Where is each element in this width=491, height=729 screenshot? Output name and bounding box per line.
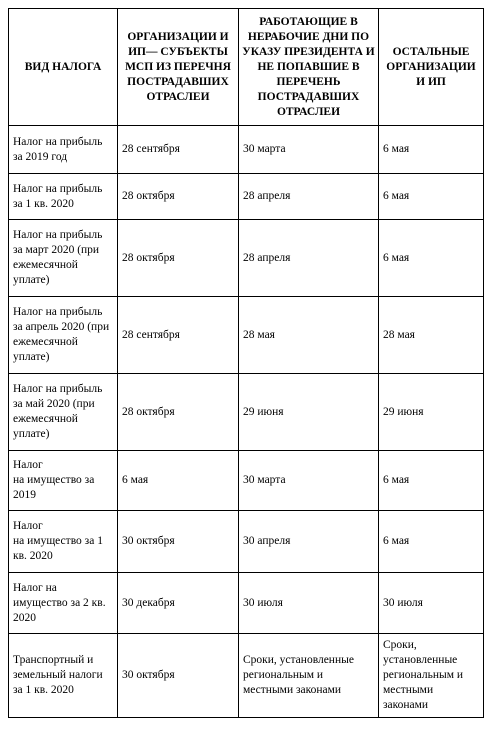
working-date-cell: Сроки, установленные региональным и местными законами xyxy=(239,634,379,718)
working-date-cell: 30 марта xyxy=(239,451,379,511)
working-date-cell: 30 апреля xyxy=(239,511,379,573)
table-row xyxy=(9,126,484,174)
msp-date-cell: 6 мая xyxy=(118,451,239,511)
tax-type-cell: Налог на прибыль за май 2020 (при ежемесячной уплате) xyxy=(9,374,118,451)
other-date-cell: 28 мая xyxy=(379,297,484,374)
msp-date-cell: 28 сентября xyxy=(118,297,239,374)
msp-date-cell: 30 октября xyxy=(118,511,239,573)
tax-type-cell: Налог на прибыль за март 2020 (при ежемесячной уплате) xyxy=(9,220,118,297)
msp-date-cell: 28 октября xyxy=(118,220,239,297)
tax-type-cell: Налог на имущество за 2019 xyxy=(9,451,118,511)
tax-type-cell: Налог на прибыль за апрель 2020 (при ежемесячной уплате) xyxy=(9,297,118,374)
table-row xyxy=(9,573,484,634)
working-date-cell: 30 июля xyxy=(239,573,379,634)
table-row xyxy=(9,220,484,297)
msp-date-cell: 30 октября xyxy=(118,634,239,718)
table-row xyxy=(9,174,484,220)
msp-date-cell: 28 октября xyxy=(118,174,239,220)
header-row xyxy=(9,9,484,126)
other-date-cell: 6 мая xyxy=(379,451,484,511)
tax-type-cell: Налог на имущество за 2 кв. 2020 xyxy=(9,573,118,634)
msp-date-cell: 28 октября xyxy=(118,374,239,451)
tax-type-cell: Налог на имущество за 1 кв. 2020 xyxy=(9,511,118,573)
table-row xyxy=(9,374,484,451)
header-tax-type: ВИД НАЛОГА xyxy=(9,9,118,126)
working-date-cell: 28 мая xyxy=(239,297,379,374)
tax-type-cell: Налог на прибыль за 1 кв. 2020 xyxy=(9,174,118,220)
header-working-non-affected: РАБОТАЮЩИЕ В НЕРАБОЧИЕ ДНИ ПО УКАЗУ ПРЕЗИДЕНТА И НЕ ПОПАВШИЕ В ПЕРЕЧЕНЬ ПОСТРАДАВШИХ ОТРАСЛЕИ xyxy=(239,9,379,126)
table-row xyxy=(9,511,484,573)
table-row xyxy=(9,634,484,718)
working-date-cell: 28 апреля xyxy=(239,174,379,220)
working-date-cell: 30 марта xyxy=(239,126,379,174)
other-date-cell: 6 мая xyxy=(379,126,484,174)
other-date-cell: 30 июля xyxy=(379,573,484,634)
tax-type-cell: Транспортный и земельный налоги за 1 кв. 2020 xyxy=(9,634,118,718)
tax-deadlines-table xyxy=(8,8,484,718)
other-date-cell: 6 мая xyxy=(379,511,484,573)
other-date-cell: 29 июня xyxy=(379,374,484,451)
header-other-organizations: ОСТАЛЬНЫЕ ОРГАНИЗАЦИИ И ИП xyxy=(379,9,484,126)
other-date-cell: 6 мая xyxy=(379,220,484,297)
tax-type-cell: Налог на прибыль за 2019 год xyxy=(9,126,118,174)
table-row xyxy=(9,451,484,511)
header-msp-affected: ОРГАНИЗАЦИИ И ИП— СУБЪЕКТЫ МСП ИЗ ПЕРЕЧНЯ ПОСТРАДАВШИХ ОТРАСЛЕИ xyxy=(118,9,239,126)
working-date-cell: 28 апреля xyxy=(239,220,379,297)
msp-date-cell: 30 декабря xyxy=(118,573,239,634)
table-row xyxy=(9,297,484,374)
other-date-cell: 6 мая xyxy=(379,174,484,220)
working-date-cell: 29 июня xyxy=(239,374,379,451)
msp-date-cell: 28 сентября xyxy=(118,126,239,174)
other-date-cell: Сроки, установленные региональным и местными законами xyxy=(379,634,484,718)
